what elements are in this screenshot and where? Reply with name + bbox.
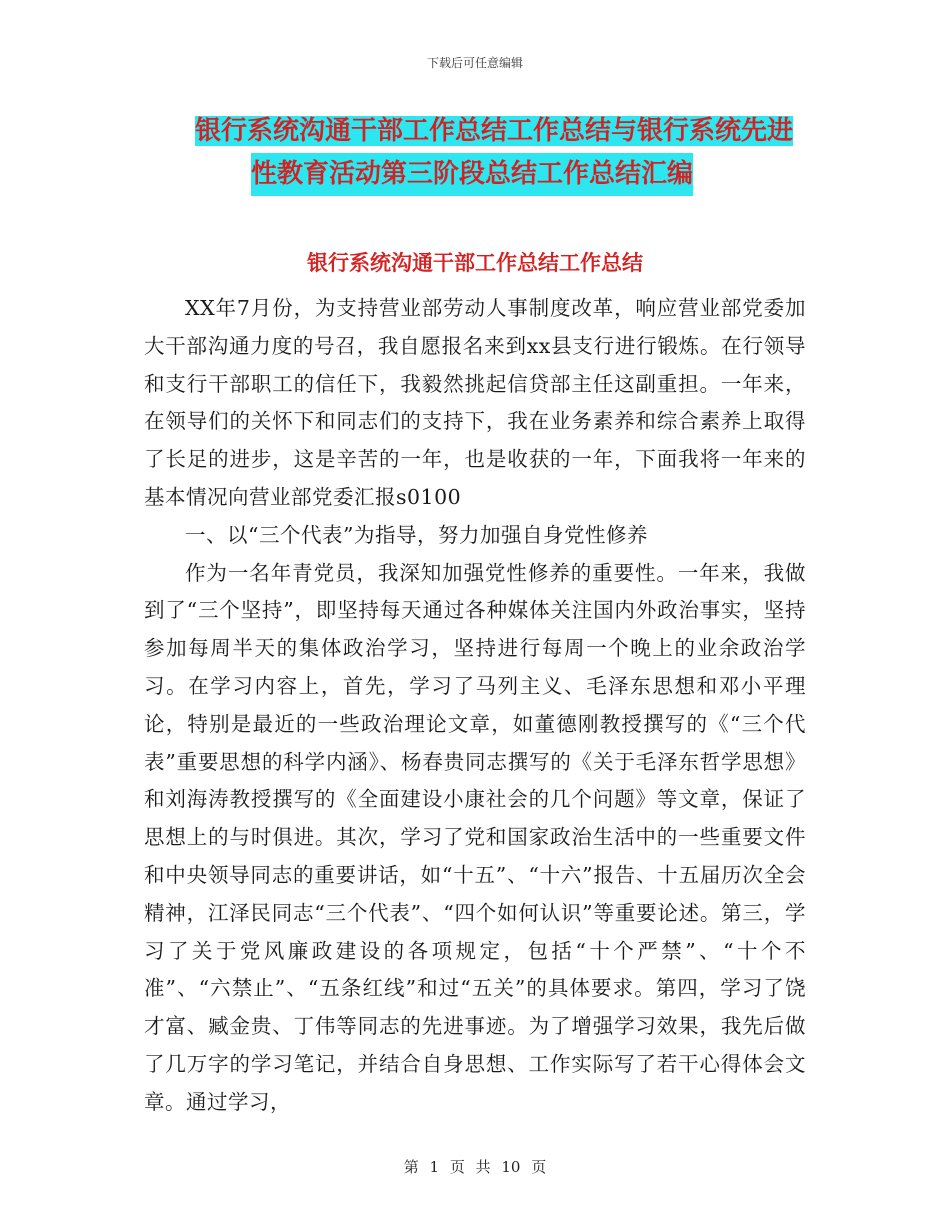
title-line-1: 银行系统沟通干部工作总结工作总结与银行系统先进 <box>195 116 794 146</box>
paragraph-heading-1: 一、以“三个代表”为指导，努力加强自身党性修养 <box>185 522 648 547</box>
body-text <box>144 290 806 1122</box>
title-line-2: 性教育活动第三阶段总结工作总结汇编 <box>251 153 693 196</box>
header-note: 下载后可任意编辑 <box>426 56 523 70</box>
document-title <box>195 110 815 196</box>
paragraph-intro: XX年7月份，为支持营业部劳动人事制度改革，响应营业部党委加大干部沟通力度的号召，我自愿报名来到xx县支行进行锻炼。在行领导和支行干部职工的信任下，我毅然挑起信贷部主任这副重担。一年来，在领导们的关怀下和同志们的支持下，我在业务素养和综合素养上取得了长足的进步，这是辛苦的一年，也是收获的一年，下面我将一年来的基本情况向营业部党委汇报s0100 <box>144 296 806 509</box>
section-title: 银行系统沟通干部工作总结工作总结 <box>307 250 643 275</box>
page-footer: 第 1 页 共 10 页 <box>403 1158 547 1176</box>
paragraph-study: 作为一名年青党员，我深知加强党性修养的重要性。一年来，我做到了“三个坚持”，即坚持每天通过各种媒体关注国内外政治事实，坚持参加每周半天的集体政治学习，坚持进行每周一个晚上的业余政治学习。在学习内容上，首先，学习了马列主义、毛泽东思想和邓小平理论，特别是最近的一些政治理论文章，如董德刚教授撰写的《“三个代表”重要思想的科学内涵》、杨春贵同志撰写的《关于毛泽东哲学思想》和刘海涛教授撰写的《全面建设小康社会的几个问题》等文章，保证了思想上的与时俱进。其次，学习了党和国家政治生活中的一些重要文件和中央领导同志的重要讲话，如“十五”、“十六”报告、十五届历次全会精神，江泽民同志“三个代表”、“四个如何认识”等重要论述。第三，学习了关于党风廉政建设的各项规定，包括“十个严禁”、“十个不准”、“六禁止”、“五条红线”和过“五关”的具体要求。第四，学习了饶才富、臧金贵、丁伟等同志的先进事迹。为了增强学习效果，我先后做了几万字的学习笔记，并结合自身思想、工作实际写了若干心得体会文章。通过学习， <box>144 560 806 1114</box>
